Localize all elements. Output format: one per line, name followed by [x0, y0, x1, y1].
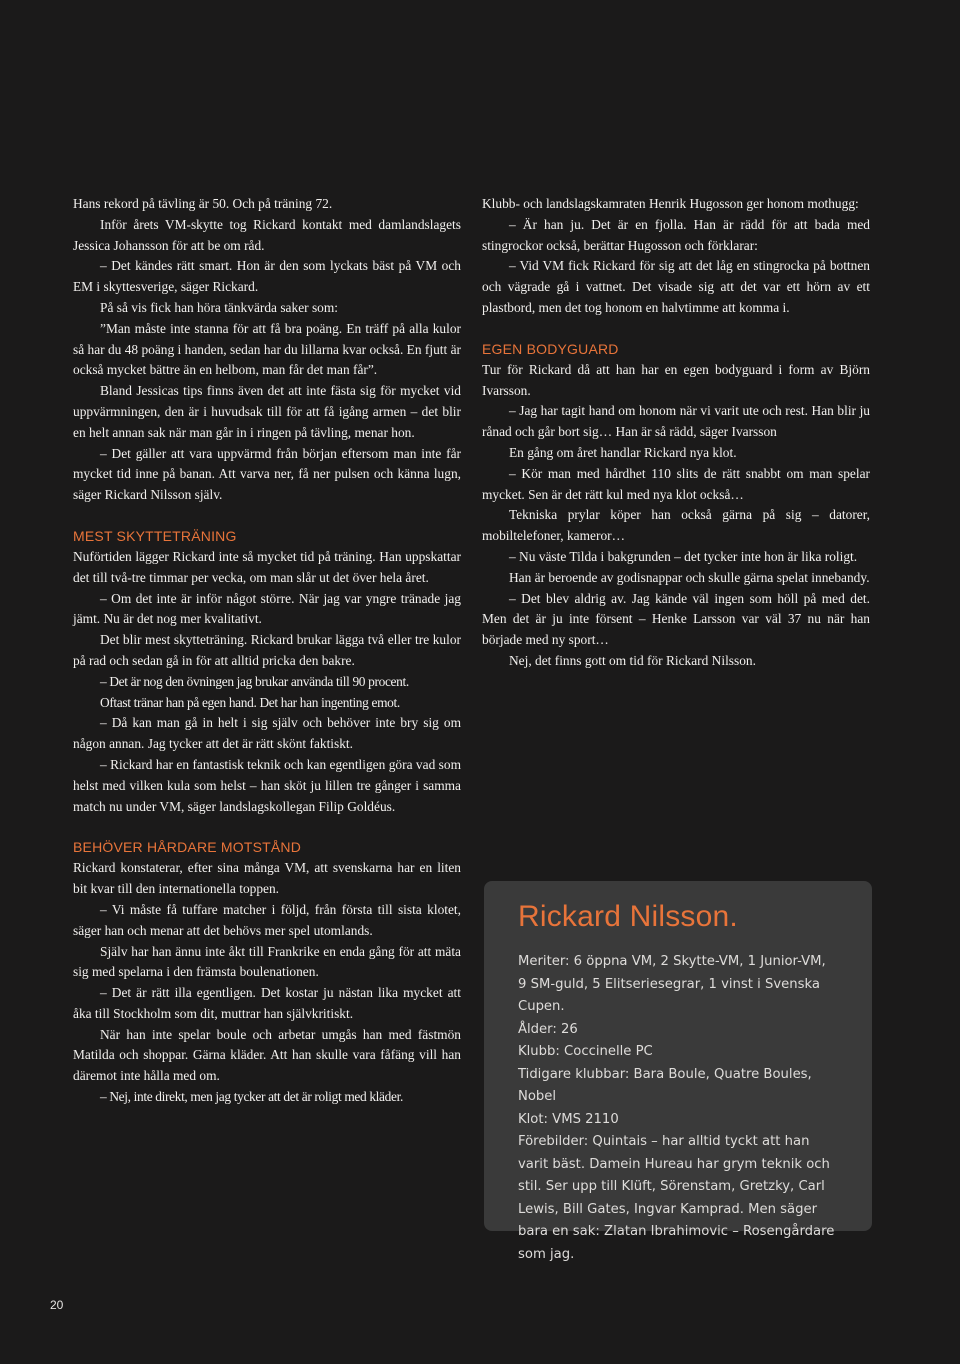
paragraph: – Jag har tagit hand om honom när vi varit ute och rest. Han blir ju rånad och går bort sig… Han är så rädd, säger Ivarsson — [482, 403, 870, 440]
fact-klubb: Klubb: Coccinelle PC — [518, 1044, 653, 1059]
paragraph: Rickard konstaterar, efter sina många VM, att svenskarna har en liten bit kvar till den internationella toppen. — [73, 860, 461, 897]
paragraph: – Det är rätt illa egentligen. Det kostar ju nästan lika mycket att åka till Stockholm som dit, muttrar han självkritiskt. — [73, 985, 461, 1021]
section-heading: EGEN BODYGUARD — [482, 340, 619, 357]
paragraph: – Det gäller att vara uppvärmd från början eftersom man inte får mycket tid inne på banan. Att varva ner, få ner pulsen och känna lugn, säger Rickard Nilsson själv. — [73, 445, 461, 503]
paragraph: Han är beroende av godisnappar och skulle gärna spelat innebandy. — [509, 569, 870, 585]
paragraph: När han inte spelar boule och arbetar umgås han med fästmön Matilda och shoppar. Gärna kläder. Att han skulle vara fåfäng vill han däremot inte hålla med om. — [73, 1026, 461, 1084]
paragraph: – Kör man med hårdhet 110 slits de rätt snabbt om man spelar mycket. Sen är det rätt kul med nya klot också… — [482, 465, 870, 502]
paragraph: – Det blev aldrig av. Jag kände väl ingen som höll på med det. Men det är ju inte försent – Henke Larsson var väl 37 nu när han började med ny sport… — [482, 590, 870, 648]
section-heading: BEHÖVER HÅRDARE MOTSTÅND — [73, 839, 302, 856]
paragraph: Nuförtiden lägger Rickard inte så mycket tid på träning. Han uppskattar det till två-tre timmar per vecka, om man slår ut det över hela året. — [73, 548, 461, 585]
paragraph: – Är han ju. Det är en fjolla. Han är rädd för att bada med stingrockor också, berättar Hugosson och förklarar: — [482, 216, 870, 253]
paragraph: – Nu väste Tilda i bakgrunden – det tycker inte hon är lika roligt. — [509, 548, 858, 564]
fact-forebilder: Förebilder: Quintais – har alltid tyckt att han varit bäst. Damein Hureau har grym teknik och stil. Ser upp till Klüft, Sörenstam, Gretzky, Carl Lewis, Bill Gates, Ingvar Kamprad. Men säger bara en sak: Zlatan Ibrahimovic – Rosengårdare som jag. — [518, 1134, 835, 1262]
paragraph: Tekniska prylar köper han också gärna på sig – datorer, mobiltelefoner, kameror… — [482, 507, 870, 544]
paragraph: ”Man måste inte stanna för att få bra poäng. En träff på alla kulor så har du 48 poäng i handen, sedan har du lillarna kvar också. En fjutt är också mycket bättre än en helbom, man får det man får”. — [73, 320, 461, 378]
section-heading: MEST SKYTTETRÄNING — [73, 527, 237, 544]
paragraph: – Nej, inte direkt, men jag tycker att det är roligt med kläder. — [100, 1089, 403, 1105]
fact-alder: Ålder: 26 — [518, 1021, 578, 1037]
paragraph: En gång om året handlar Rickard nya klot. — [509, 444, 737, 460]
paragraph: Själv har han ännu inte åkt till Frankrike en enda gång för att mäta sig med spelarna i den främsta boulenationen. — [73, 943, 461, 980]
paragraph: På så vis fick han höra tänkvärda saker som: — [100, 299, 338, 315]
fact-klot: Klot: VMS 2110 — [518, 1111, 619, 1127]
fact-meriter: Meriter: 6 öppna VM, 2 Skytte-VM, 1 Junior-VM, 9 SM-guld, 5 Elitseriesegrar, 1 vinst i Svenska Cupen. — [518, 954, 826, 1014]
paragraph: – Om det inte är inför något större. När jag var yngre tränade jag jämt. Nu är det nog mer kvalitativt. — [73, 590, 461, 627]
paragraph: – Vi måste få tuffare matcher i följd, från första till sista klotet, säger han och menar att det behövs mer spel utomlands. — [73, 901, 461, 938]
fact-tidigare-klubbar: Tidigare klubbar: Bara Boule, Quatre Boules, Nobel — [518, 1066, 812, 1104]
paragraph: – Det kändes rätt smart. Hon är den som lyckats bäst på VM och EM i skyttesverige, säger Rickard. — [73, 258, 461, 295]
article-left-column — [73, 194, 461, 1108]
paragraph: Oftast tränar han på egen hand. Det har han ingenting emot. — [100, 694, 400, 710]
paragraph: Klubb- och landslagskamraten Henrik Hugosson ger honom mothugg: — [482, 196, 859, 211]
paragraph: – Då kan man gå in helt i sig själv och behöver inte bry sig om någon annan. Jag tycker att det är rätt skönt faktiskt. — [73, 715, 461, 752]
fact-box — [484, 881, 872, 1262]
paragraph: Tur för Rickard då att han har en egen bodyguard i form av Björn Ivarsson. — [482, 361, 870, 398]
paragraph: Hans rekord på tävling är 50. Och på träning 72. — [73, 196, 333, 211]
paragraph: Det blir mest skytteträning. Rickard brukar lägga två eller tre kulor på rad och sedan gå in för att alltid pricka den bakre. — [73, 632, 461, 668]
article-right-column — [482, 194, 870, 672]
page-number: 20 — [50, 1298, 64, 1312]
paragraph: – Rickard har en fantastisk teknik och kan egentligen göra vad som helst med vilken kula som helst – han sköt ju lillen tre gånger i samma match nu under VM, säger landslagskollegan Filip Goldéus. — [73, 756, 461, 814]
paragraph: – Vid VM fick Rickard för sig att det låg en stingrocka på bottnen och vägrade gå i vattnet. Det visade sig att det var ett hörn av ett plastbord, men det tog honom en halvtimme att komma i. — [482, 258, 870, 315]
paragraph: Bland Jessicas tips finns även det att inte fästa sig för mycket vid uppvärmningen, den är i huvudsak till för att få igång armen – det blir en helt annan sak när man går in i ringen på tävling, menar hon. — [73, 383, 461, 440]
paragraph: Inför årets VM-skytte tog Rickard kontakt med damlandslagets Jessica Johansson för att be om råd. — [73, 216, 461, 253]
paragraph: Nej, det finns gott om tid för Rickard Nilsson. — [509, 652, 756, 668]
fact-box-title: Rickard Nilsson. — [518, 900, 738, 933]
paragraph: – Det är nog den övningen jag brukar använda till 90 procent. — [100, 673, 409, 689]
